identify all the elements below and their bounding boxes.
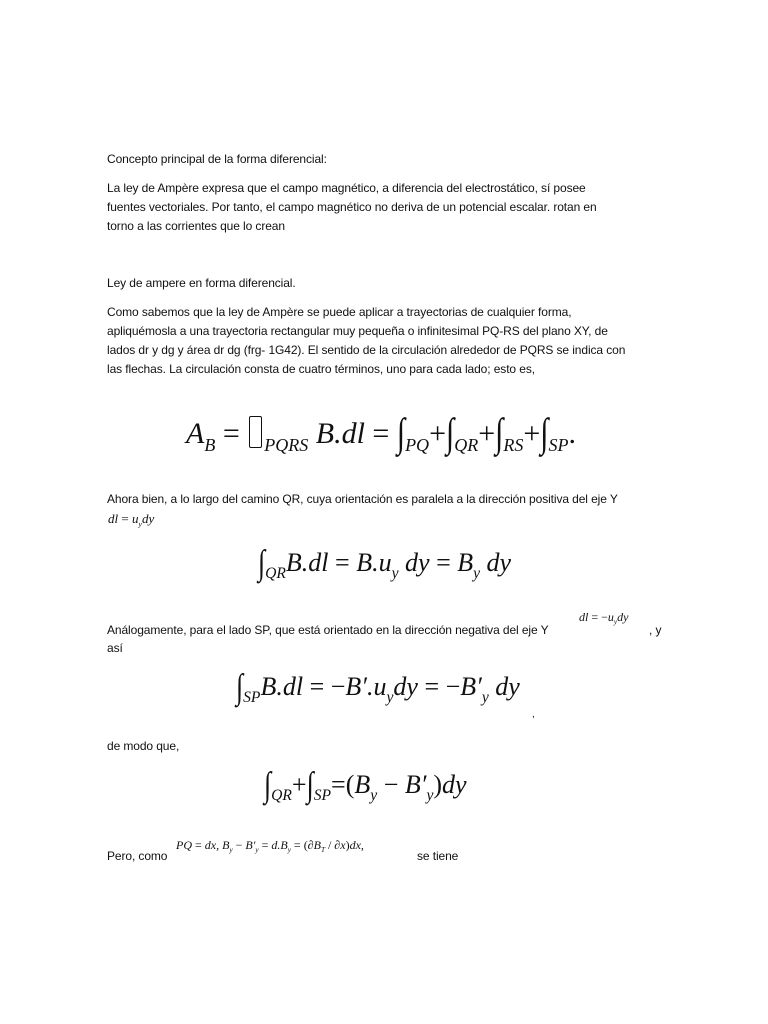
- paragraph-line: Análogamente, para el lado SP, que está orientado en la dirección negativa del eje Y: [107, 623, 549, 637]
- paragraph-line: las flechas. La circulación consta de cuatro términos, uno para cada lado; esto es,: [107, 362, 535, 376]
- paragraph-fragment: se tiene: [417, 849, 459, 863]
- heading-ley-ampere: Ley de ampere en forma diferencial.: [107, 276, 296, 290]
- paragraph-line: Ahora bien, a lo largo del camino QR, cuya orientación es paralela a la dirección positiva del eje Y: [107, 492, 618, 506]
- paragraph-line: de modo que,: [107, 739, 180, 753]
- paragraph-fragment: , y: [649, 623, 662, 637]
- inline-formula-pq: PQ = dx, $B_y - B'_y = d.B_y = (\partial B_T / \partial x)dx$,: [176, 838, 364, 855]
- paragraph-line: fuentes vectoriales. Por tanto, el campo magnético no deriva de un potencial escalar. rotan en: [107, 200, 597, 214]
- equation-sum: $\int_{QR}+\int_{SP}=(B_y - B'_y)dy$: [264, 764, 467, 805]
- equation-sp: $\int_{SP}B.dl = -B'.u_ydy = -B'_y$ dy: [236, 666, 520, 707]
- paragraph-line: Pero, como: [107, 849, 168, 863]
- paragraph-line: así: [107, 641, 123, 655]
- paragraph-line: lados dr y dg y área dr dg (frg- 1G42). El sentido de la circulación alrededor de PQRS se indica con: [107, 343, 626, 357]
- inline-formula-dl: dl = $u_ydy$: [108, 511, 155, 529]
- inline-formula-dl-neg: dl = $-u_ydy$: [579, 610, 629, 627]
- equation-circulation: $A_B = _{PQRS}$ $B.dl = \int_{PQ}+\int_{QR}+\int_{RS}+\int_{SP}$.: [186, 411, 576, 456]
- stray-comma: ,: [532, 709, 535, 720]
- equation-qr: $\int_{QR}B.dl = B.u_y$ dy = $B_y$ dy: [258, 542, 512, 583]
- paragraph-line: apliquémosla a una trayectoria rectangular muy pequeña o infinitesimal PQ-RS del plano XY, de: [107, 324, 608, 338]
- paragraph-line: La ley de Ampère expresa que el campo magnético, a diferencia del electrostático, sí posee: [107, 181, 586, 195]
- paragraph-line: torno a las corrientes que lo crean: [107, 219, 285, 233]
- heading-concepto: Concepto principal de la forma diferencial:: [107, 152, 327, 166]
- paragraph-line: Como sabemos que la ley de Ampère se puede aplicar a trayectorias de cualquier forma,: [107, 305, 572, 319]
